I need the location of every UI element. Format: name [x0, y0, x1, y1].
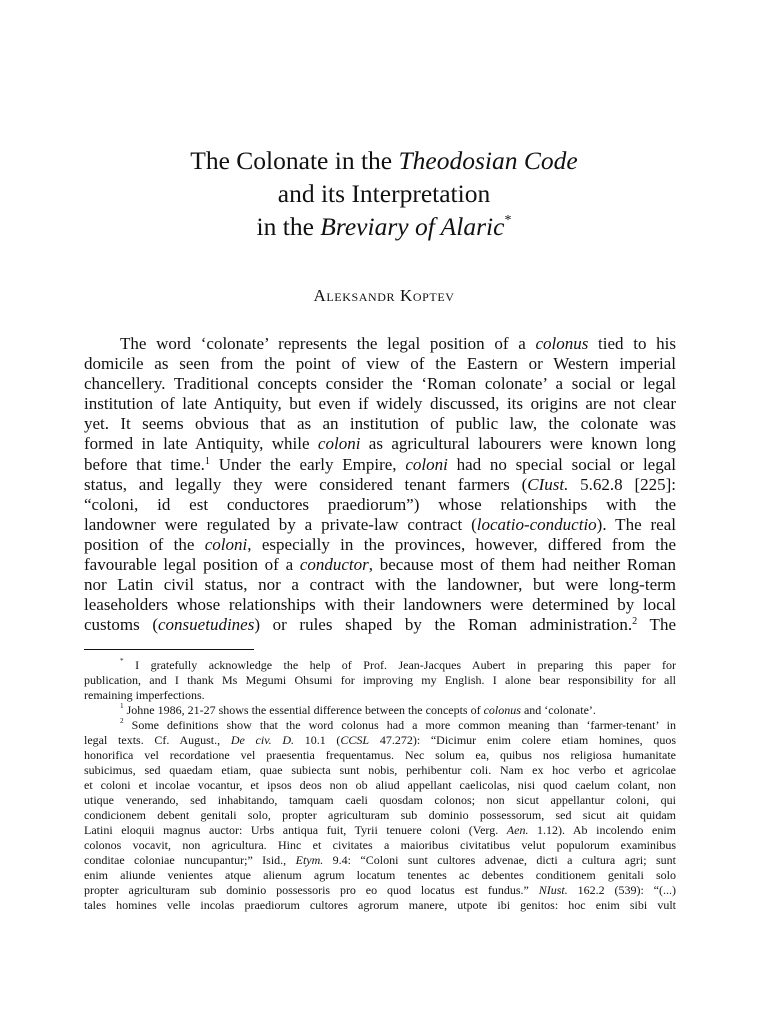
footnote-line: $^1$ Johne 1986, 21-27 shows the essential difference between the concepts of colonus and ‘colonate’. [120, 703, 596, 717]
footnote-line: et coloni et incolae vocantur, et ipsos deos non ob aliud appellant caelicolas, nisi quod caelum colant, non [84, 778, 676, 792]
body-line: status, and legally they were considered tenant farmers (CIust. 5.62.8 [225]: [84, 474, 676, 494]
author-name: Aleksandr Koptev [313, 286, 455, 305]
footnote-line: enim aliunde venientes atque alienum agrum locatum tenentes ac debentes conditionem genitali solo [84, 868, 676, 882]
body-line: formed in late Antiquity, while coloni as agricultural labourers were known long [84, 434, 676, 454]
footnote-line: utique venerando, sed inhabitando, tamquam caeli quosdam colonos; non sicut appellantur coloni, qui [84, 793, 676, 807]
body-line: nor Latin civil status, nor a contract with the landowner, but were long-term [84, 575, 676, 595]
body-line: domicile as seen from the point of view of the Eastern or Western imperial [84, 354, 676, 374]
title-line-1: The Colonate in the Theodosian Code [190, 146, 578, 175]
footnote-ref-1[interactable]: 1 [204, 455, 210, 467]
footnote-line: Latini eloquii magnus auctor: Urbs antiqua fuit, Tyrii tenuere coloni (Verg. Aen. 1.12). Ab incolendo enim [84, 823, 676, 837]
body-line: leaseholders whose relationships with their landowners were determined by local [84, 595, 676, 615]
footnote-line: remaining imperfections. [84, 688, 205, 702]
body-line: institution of late Antiquity, but even if widely discussed, its origins are not clear [84, 394, 676, 414]
body-line: yet. It seems obvious that as an institution of public law, the colonate was [84, 414, 676, 434]
footnote-line: propter agriculturam sub dominio possessoris pro eo quod locatus est fundus.” NIust. 162.2 (539): “(...) [84, 883, 676, 897]
footnotes [84, 658, 676, 913]
footnote-line: colonos vocavit, non agricultura. Hinc et civitates a maioribus civitatibus velut populorum examinibus [84, 838, 676, 852]
footnote-line: honorifica vel recordatione vel praesentia frequentamus. Nec solum ea, quibus nos religiosa humanitate [84, 748, 676, 762]
title-line-3: in the Breviary of Alaric* [256, 212, 512, 241]
body-paragraph [84, 334, 676, 635]
body-line: “coloni, id est conductores praediorum”) whose relationships with the [84, 494, 676, 514]
footnote-line: legal texts. Cf. August., De civ. D. 10.1 (CCSL 47.272): “Dicimur enim colere etiam homines, quos [84, 733, 676, 747]
footnote-line: * I gratefully acknowledge the help of Prof. Jean-Jacques Aubert in preparing this paper for [120, 658, 676, 672]
body-line: The word ‘colonate’ represents the legal position of a colonus tied to his [120, 334, 676, 353]
title-line-2: and its Interpretation [277, 179, 491, 208]
footnote-line: $^2$ Some definitions show that the word colonus had a more common meaning than ‘farmer-tenant’ in [120, 718, 676, 732]
footnote-line: publication, and I thank Ms Megumi Ohsumi for improving my English. I alone bear responsibility for all [84, 673, 676, 687]
title-footnote-mark[interactable]: * [504, 213, 512, 228]
footnote-ref-2[interactable]: 2 [632, 616, 638, 628]
footnote-line: subicimus, sed quaedam etiam, quae subiecta sunt nobis, perhibentur coli. Nam ex hoc verbo et agricolae [84, 763, 676, 777]
body-line: position of the coloni, especially in the provinces, however, differed from the [84, 534, 676, 554]
body-line: customs (consuetudines) or rules shaped by the Roman administration.$^2$ The [84, 615, 676, 635]
footnote-line: condicionem debent genitali solo, propter agriculturam sub dominio possessorum, sed sicut ait quidam [84, 808, 676, 822]
body-line: before that time.$^1$ Under the early Empire, coloni had no special social or legal [84, 454, 676, 474]
body-line: chancellery. Traditional concepts consider the ‘Roman colonate’ a social or legal [84, 374, 676, 394]
body-line: landowner were regulated by a private-law contract (locatio-conductio). The real [84, 514, 676, 534]
footnote-separator [84, 649, 254, 650]
footnote-line: tales homines velle incolas praediorum cultores agrorum manere, utpote ibi genitos: hoc enim sibi vult [84, 898, 676, 912]
paper-title [0, 144, 768, 243]
body-line: favourable legal position of a conductor, because most of them had neither Roman [84, 555, 676, 575]
footnote-line: conditae coloniae nuncupantur;” Isid., Etym. 9.4: “Coloni sunt cultores advenae, dicti a cultura agri; sunt [84, 853, 676, 867]
